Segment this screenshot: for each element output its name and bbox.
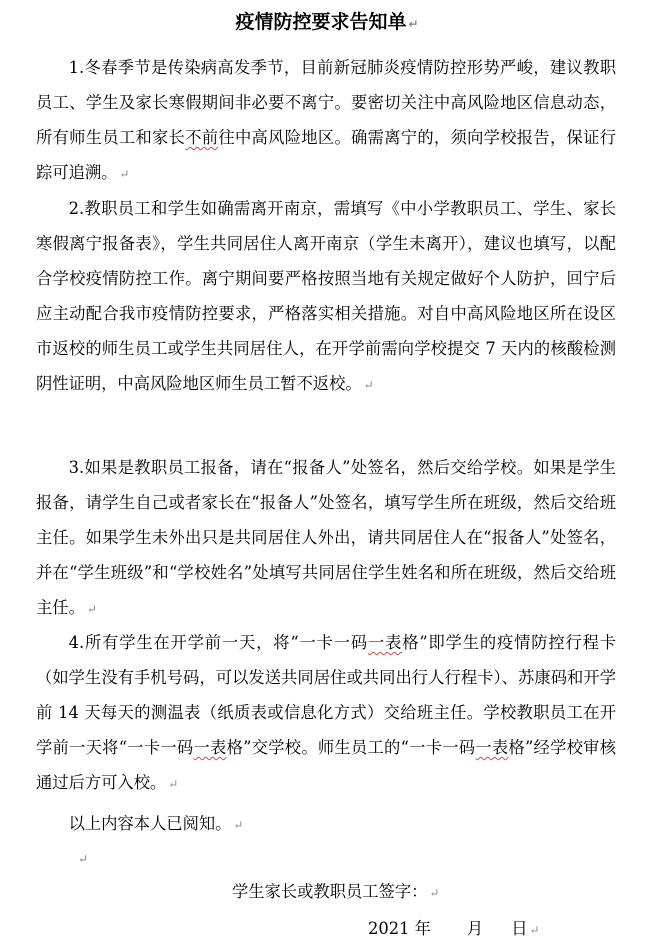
spellcheck-flagged-text: 一表 bbox=[368, 633, 403, 652]
paragraph-2-text: 2.教职员工和学生如确需离开南京，需填写《中小学教职员工、学生、家长寒假离宁报备表》，学生共同居住人离开南京（学生未离开），建议也填写，以配合学校疫情防控工作。离宁期间要严格按照当地有关规定做好个人防护，回宁后应主动配合我市疫情防控要求，严格落实相关措施。对自中高风险地区所在设区市返校的师生员工或学生共同居住人，在开学前需向学校提交 7 天内的核酸检测阴性证明，中高风险地区师生员工暂不返校。 bbox=[36, 199, 616, 393]
paragraph-3 bbox=[36, 450, 616, 627]
paragraph-1-text: 1.冬春季节是传染病高发季节，目前新冠肺炎疫情防控形势严峻，建议教职员工、学生及家长寒假期间非必要不离宁。要密切关注中高风险地区信息动态，所有师生员工和家长 bbox=[36, 58, 616, 147]
date-month: 月 bbox=[466, 919, 484, 938]
date-year: 2021 年 bbox=[368, 919, 431, 938]
paragraph-mark-icon: ↵ bbox=[78, 852, 89, 866]
spellcheck-flagged-text: 一表 bbox=[475, 738, 509, 757]
paragraph-1-text-continued: 往中高风险地区。确需离宁的，须向学校报告，保证行踪可追溯。 bbox=[36, 128, 616, 182]
title-text: 疫情防控要求告知单 bbox=[235, 11, 407, 33]
signature-label: 学生家长或教职员工签字： bbox=[232, 882, 428, 901]
paragraph-mark-icon: ↵ bbox=[408, 17, 419, 31]
paragraph-mark-icon: ↵ bbox=[429, 886, 440, 900]
acknowledgement-line bbox=[36, 806, 616, 843]
paragraph-mark-icon: ↵ bbox=[86, 602, 97, 616]
acknowledgement-text: 以上内容本人已阅知。 bbox=[68, 814, 232, 833]
paragraph-4-text-b: 格”即学生的疫情防控行程卡（如学生没有手机号码，可以发送共同居住或共同出行人行程卡）、苏康码和开学前 14 天每天的测温表（纸质表或信息化方式）交给班主任。学校教职员工在开学前一天将“一卡一码 bbox=[36, 633, 617, 757]
paragraph-mark-icon: ↵ bbox=[119, 167, 130, 181]
spellcheck-flagged-text: 一表 bbox=[193, 738, 227, 757]
paragraph-4-text-d: 格”经学校审核通过后方可入校。 bbox=[36, 738, 616, 792]
document-title bbox=[0, 8, 654, 38]
signature-line bbox=[232, 878, 439, 907]
spellcheck-flagged-text: 不前 bbox=[185, 128, 219, 147]
paragraph-mark-icon: ↵ bbox=[363, 378, 374, 392]
paragraph-4-text-c: 格”交学校。师生员工的“一卡一码 bbox=[226, 738, 476, 757]
paragraph-2 bbox=[36, 191, 616, 403]
paragraph-mark-icon: ↵ bbox=[233, 818, 244, 832]
paragraph-mark-icon: ↵ bbox=[168, 777, 179, 791]
date-line bbox=[368, 915, 540, 944]
paragraph-1 bbox=[36, 50, 616, 192]
paragraph-mark-icon: ↵ bbox=[529, 923, 540, 937]
paragraph-4-text-a: 4.所有学生在开学前一天，将“一卡一码 bbox=[68, 633, 369, 652]
paragraph-3-text: 3.如果是教职员工报备，请在“报备人”处签名，然后交给学校。如果是学生报备，请学生自己或者家长在“报备人”处签名，填写学生所在班级，然后交给班主任。如果学生未外出只是共同居住人外出，请共同居住人在“报备人”处签名，并在“学生班级”和“学校姓名”处填写共同居住学生姓名和所在班级，然后交给班主任。 bbox=[36, 458, 616, 617]
date-day: 日 bbox=[511, 919, 528, 938]
paragraph-4 bbox=[36, 625, 616, 802]
